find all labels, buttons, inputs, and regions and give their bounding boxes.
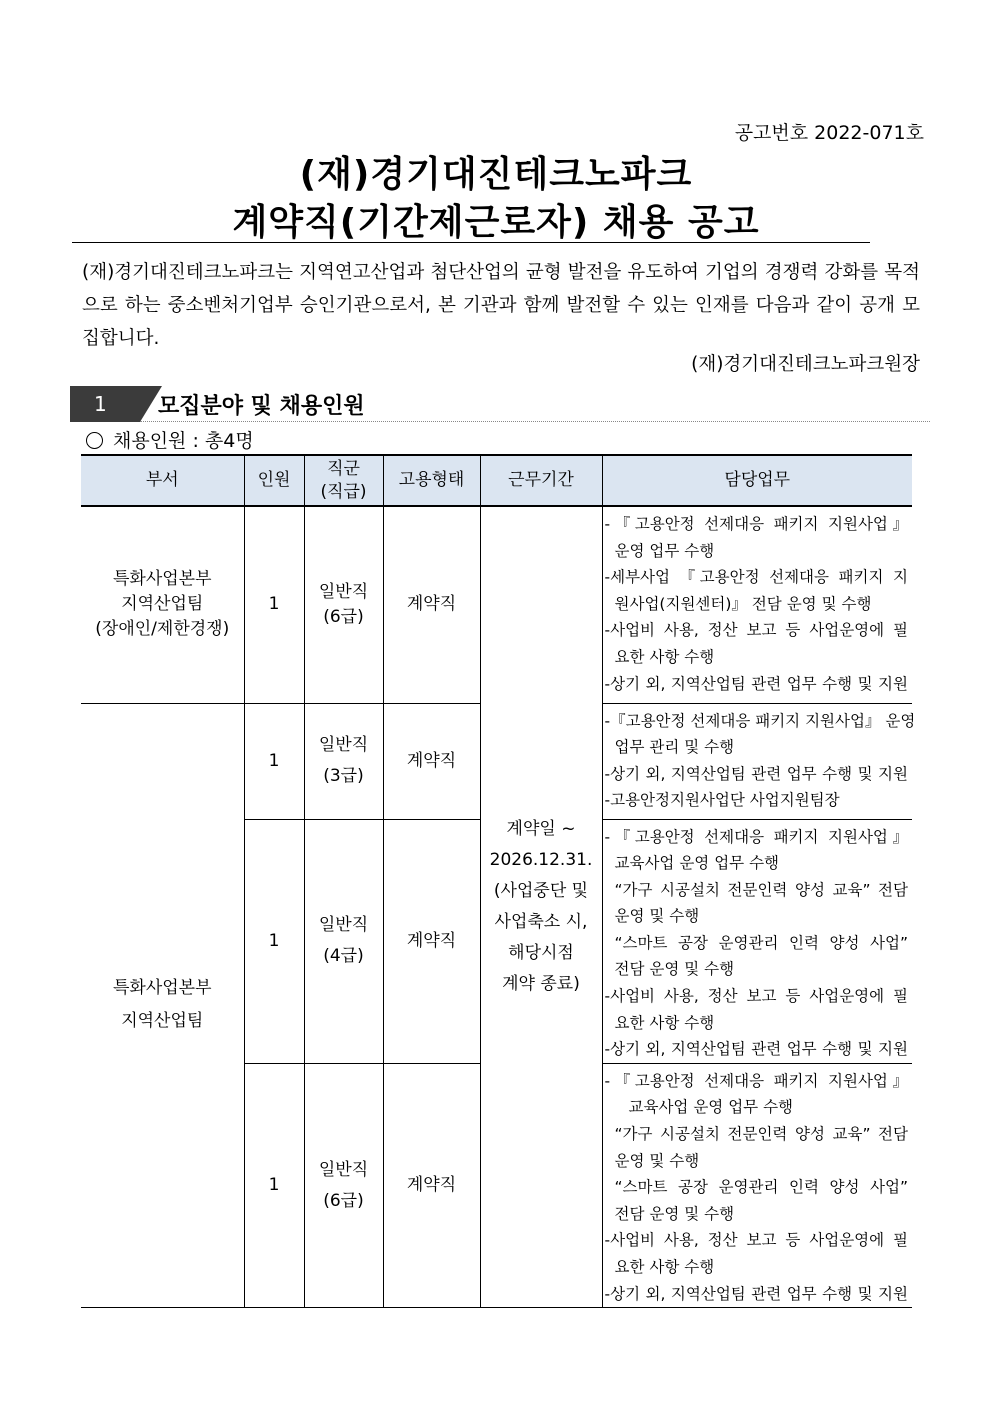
employment-type-cell: 계약직 <box>383 819 480 1063</box>
period-line: 해당시점 <box>508 943 574 964</box>
duties-cell <box>602 703 916 819</box>
duty-line: “가구 시공설치 전문인력 양성 교육” 전담 <box>614 880 908 899</box>
rank-cell <box>304 703 383 819</box>
rank-cell <box>304 1063 383 1307</box>
notice-number: 공고번호 2022-071호 <box>734 122 924 144</box>
section-number-badge: 1 <box>70 386 140 422</box>
header-rank-line2: (직급) <box>320 481 367 502</box>
duty-line: “스마트 공장 운영관리 인력 양성 사업” <box>614 1178 908 1197</box>
duty-line: -『고용안정 선제대응 패키지 지원사업』 운영 <box>604 711 916 730</box>
duty-line: 요한 사항 수행 <box>614 1258 715 1276</box>
duty-line: 교육사업 운영 업무 수행 <box>628 1098 794 1117</box>
duty-line: -『고용안정 선제대응 패키지 지원사업』 <box>604 515 908 533</box>
duties-cell <box>602 506 912 703</box>
rank-line: (6급) <box>323 1190 364 1211</box>
duty-line: 원사업(지원센터)』 전담 운영 및 수행 <box>614 594 872 613</box>
period-line: 2026.12.31. <box>489 850 593 871</box>
dept-cell <box>81 506 244 703</box>
period-line: 사업축소 시, <box>494 912 588 933</box>
duty-line: 요한 사항 수행 <box>614 1013 715 1032</box>
header-count: 인원 <box>244 455 304 506</box>
duty-line: 업무 관리 및 수행 <box>614 738 735 757</box>
header-dept: 부서 <box>81 455 244 506</box>
rank-cell <box>304 506 383 703</box>
duty-line: -사업비 사용, 정산 보고 등 사업운영에 필 <box>604 621 908 640</box>
table-header-row <box>81 455 912 506</box>
employment-type-cell: 계약직 <box>383 1063 480 1307</box>
employment-type-cell: 계약직 <box>383 506 480 703</box>
headcount-text: 채용인원 : 총4명 <box>113 430 254 452</box>
count-cell: 1 <box>244 703 304 819</box>
duty-line: -상기 외, 지역산업팀 관련 업무 수행 및 지원 <box>604 764 908 783</box>
duty-line: “스마트 공장 운영관리 인력 양성 사업” <box>614 933 908 952</box>
header-rank <box>304 455 383 506</box>
title-divider <box>72 242 870 243</box>
duty-line: -상기 외, 지역산업팀 관련 업무 수행 및 지원 <box>604 1040 908 1059</box>
count-cell: 1 <box>244 819 304 1063</box>
count-cell: 1 <box>244 506 304 703</box>
page-title-org: (재)경기대진테크노파크 <box>299 154 693 195</box>
rank-line: 일반직 <box>318 1159 369 1180</box>
duty-line: -사업비 사용, 정산 보고 등 사업운영에 필 <box>604 987 908 1006</box>
duty-line: 운영 업무 수행 <box>614 541 715 560</box>
duties-cell <box>602 1063 912 1307</box>
rank-line: (6급) <box>323 606 364 627</box>
duty-line: 교육사업 운영 업무 수행 <box>614 854 780 873</box>
duty-line: 전담 운영 및 수행 <box>614 960 735 979</box>
rank-cell <box>304 819 383 1063</box>
intro-paragraph: (재)경기대진테크노파크는 지역연고산업과 첨단산업의 균형 발전을 유도하여 기업의 경쟁력 강화를 목적으로 하는 중소벤처기업부 승인기관으로서, 본 기관과 함께 발전할 수 있는 인재를 다음과 같이 공개 모집합니다. <box>82 262 920 349</box>
duty-line: “가구 시공설치 전문인력 양성 교육” 전담 <box>614 1125 908 1144</box>
header-rank-line1: 직군 <box>327 458 360 479</box>
section-title: 모집분야 및 채용인원 <box>158 394 365 419</box>
dept-line: 특화사업본부 <box>112 569 212 590</box>
duty-line: 운영 및 수행 <box>614 907 700 926</box>
duty-line: -고용안정지원사업단 사업지원팀장 <box>604 791 840 810</box>
dept-line: 지역산업팀 <box>121 1011 204 1032</box>
rank-line: (4급) <box>323 946 364 967</box>
period-line: (사업중단 및 <box>493 881 589 902</box>
duties-cell <box>602 819 912 1063</box>
header-period: 근무기간 <box>480 455 602 506</box>
duty-line: -세부사업 『고용안정 선제대응 패키지 지 <box>604 568 908 587</box>
dept-line: 지역산업팀 <box>121 594 204 615</box>
period-cell <box>480 506 602 1308</box>
duty-line: -『고용안정 선제대응 패키지 지원사업』 <box>604 827 908 846</box>
section-1-header <box>70 386 930 422</box>
duty-line: 요한 사항 수행 <box>614 647 715 666</box>
dept-cell <box>81 703 244 1308</box>
header-employment-type: 고용형태 <box>383 455 480 506</box>
recruitment-table <box>81 454 916 1308</box>
table-row <box>81 506 912 703</box>
duty-line: 운영 및 수행 <box>614 1151 700 1170</box>
header-duties: 담당업무 <box>602 455 912 506</box>
period-line: 계약 종료) <box>502 974 580 995</box>
rank-line: 일반직 <box>318 581 369 602</box>
signer: (재)경기대진테크노파크원장 <box>691 354 920 375</box>
circle-bullet-icon <box>86 432 103 449</box>
rank-line: 일반직 <box>318 915 369 936</box>
duty-line: -상기 외, 지역산업팀 관련 업무 수행 및 지원 <box>604 674 908 693</box>
dept-line: 특화사업본부 <box>112 978 212 999</box>
page-title-notice: 계약직(기간제근로자) 채용 공고 <box>232 202 760 243</box>
duty-line: -『고용안정 선제대응 패키지 지원사업』 <box>604 1071 908 1090</box>
count-cell: 1 <box>244 1063 304 1307</box>
headcount-line <box>86 426 254 453</box>
duty-line: 전담 운영 및 수행 <box>614 1204 735 1223</box>
duty-line: -상기 외, 지역산업팀 관련 업무 수행 및 지원 <box>604 1284 908 1303</box>
employment-type-cell: 계약직 <box>383 703 480 819</box>
rank-line: (3급) <box>323 766 364 786</box>
period-line: 계약일 ~ <box>506 819 576 840</box>
section-underline <box>140 421 930 422</box>
rank-line: 일반직 <box>318 735 369 755</box>
dept-line: (장애인/제한경쟁) <box>95 619 230 640</box>
duty-line: -사업비 사용, 정산 보고 등 사업운영에 필 <box>604 1231 908 1250</box>
